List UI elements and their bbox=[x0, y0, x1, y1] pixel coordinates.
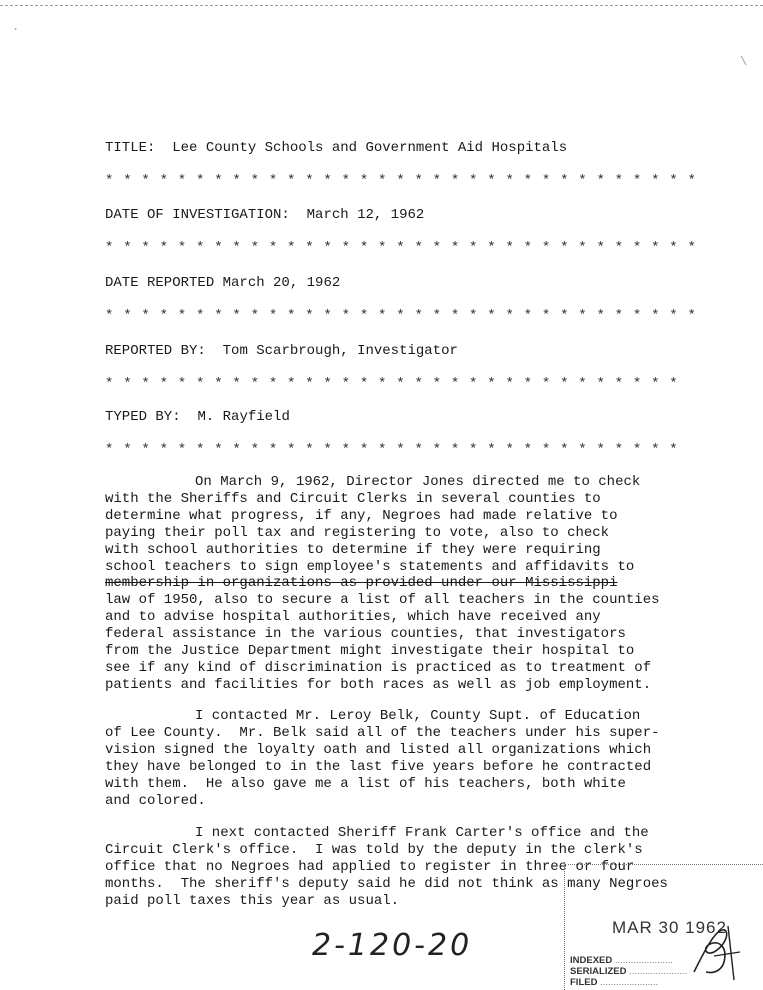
stamp-labels bbox=[570, 955, 687, 988]
text-line: I next contacted Sheriff Frank Carter's office and the bbox=[195, 825, 649, 841]
text-line: On March 9, 1962, Director Jones directed me to check bbox=[195, 474, 641, 490]
text-line: with the Sheriffs and Circuit Clerks in several counties to bbox=[105, 490, 601, 507]
date-reported-value: March 20, 1962 bbox=[222, 275, 341, 291]
text-line: and colored. bbox=[105, 792, 206, 809]
text-line: with school authorities to determine if they were requiring bbox=[105, 541, 601, 558]
title-value: Lee County Schools and Government Aid Hospitals bbox=[172, 140, 568, 156]
text-line: I contacted Mr. Leroy Belk, County Supt. of Education bbox=[195, 708, 641, 724]
reported-by-label: REPORTED BY: bbox=[105, 343, 206, 359]
text-line: vision signed the loyalty oath and listed all organizations which bbox=[105, 741, 652, 758]
separator-row: * * * * * * * * * * * * * * * * * * * * * * * * * * * * * * * * * bbox=[105, 240, 697, 256]
date-of-investigation-field bbox=[105, 207, 424, 223]
text-line: from the Justice Department might investigate their hospital to bbox=[105, 643, 635, 660]
stamp-label-filed: FILED ..... bbox=[570, 977, 687, 988]
reported-by-value: Tom Scarbrough, Investigator bbox=[222, 343, 458, 359]
handwritten-initials-icon bbox=[684, 922, 744, 982]
text-line: determine what progress, if any, Negroes had made relative to bbox=[105, 507, 618, 524]
date-reported-label: DATE REPORTED bbox=[105, 275, 215, 291]
text-line: school teachers to sign employee's statements and affidavits to bbox=[105, 558, 635, 575]
stamp-rule bbox=[564, 862, 565, 990]
title-label: TITLE: bbox=[105, 140, 156, 156]
stamp-rule bbox=[568, 864, 763, 865]
scan-speck: \ bbox=[740, 55, 748, 69]
text-line: see if any kind of discrimination is practiced as to treatment of bbox=[105, 659, 652, 676]
stamp-label-indexed: INDEXED ..... bbox=[570, 955, 687, 966]
text-line: and to advise hospital authorities, which have received any bbox=[105, 609, 601, 626]
reported-by-field bbox=[105, 343, 458, 359]
date-reported-field bbox=[105, 275, 340, 291]
text-line: federal assistance in the various counties, that investigators bbox=[105, 626, 626, 643]
paragraph-2 bbox=[105, 708, 705, 809]
text-line: they have belonged to in the last five years before he contracted bbox=[105, 758, 652, 775]
paragraph-1 bbox=[105, 474, 705, 694]
scan-speck: . bbox=[12, 20, 20, 34]
separator-row: * * * * * * * * * * * * * * * * * * * * * * * * * * * * * * * * * bbox=[105, 308, 697, 324]
text-line: months. The sheriff's deputy said he did not think as many Negroes bbox=[105, 875, 668, 892]
stamp-date: MAR 30 1962 bbox=[612, 918, 727, 937]
separator-row: * * * * * * * * * * * * * * * * * * * * * * * * * * * * * * * * * bbox=[105, 173, 697, 189]
text-line: law of 1950, also to secure a list of all teachers in the counties bbox=[105, 592, 660, 609]
typed-by-label: TYPED BY: bbox=[105, 409, 181, 425]
date-investigation-label: DATE OF INVESTIGATION: bbox=[105, 207, 290, 223]
date-investigation-value: March 12, 1962 bbox=[306, 207, 425, 223]
text-line: Circuit Clerk's office. I was told by the deputy in the clerk's bbox=[105, 841, 643, 858]
typed-by-value: M. Rayfield bbox=[197, 409, 290, 425]
typed-by-field bbox=[105, 409, 290, 425]
text-line: paid poll taxes this year as usual. bbox=[105, 892, 400, 909]
text-line: with them. He also gave me a list of his teachers, both white bbox=[105, 775, 626, 792]
received-stamp bbox=[560, 862, 763, 990]
title-field bbox=[105, 140, 567, 156]
separator-row: * * * * * * * * * * * * * * * * * * * * * * * * * * * * * * * * bbox=[105, 442, 679, 458]
scan-top-edge bbox=[0, 0, 763, 6]
struck-text-line: membership in organizations as provided under our Mississippi bbox=[105, 575, 618, 592]
text-line: paying their poll tax and registering to vote, also to check bbox=[105, 524, 610, 541]
stamp-label-serialized: SERIALIZED ..... bbox=[570, 966, 687, 977]
text-line: patients and facilities for both races as well as job employment. bbox=[105, 676, 652, 693]
handwritten-file-number: 2-120-20 bbox=[312, 928, 473, 963]
text-line: office that no Negroes had applied to register in three or four bbox=[105, 858, 635, 875]
separator-row: * * * * * * * * * * * * * * * * * * * * * * * * * * * * * * * * bbox=[105, 376, 679, 392]
text-line: of Lee County. Mr. Belk said all of the teachers under his super- bbox=[105, 724, 660, 741]
